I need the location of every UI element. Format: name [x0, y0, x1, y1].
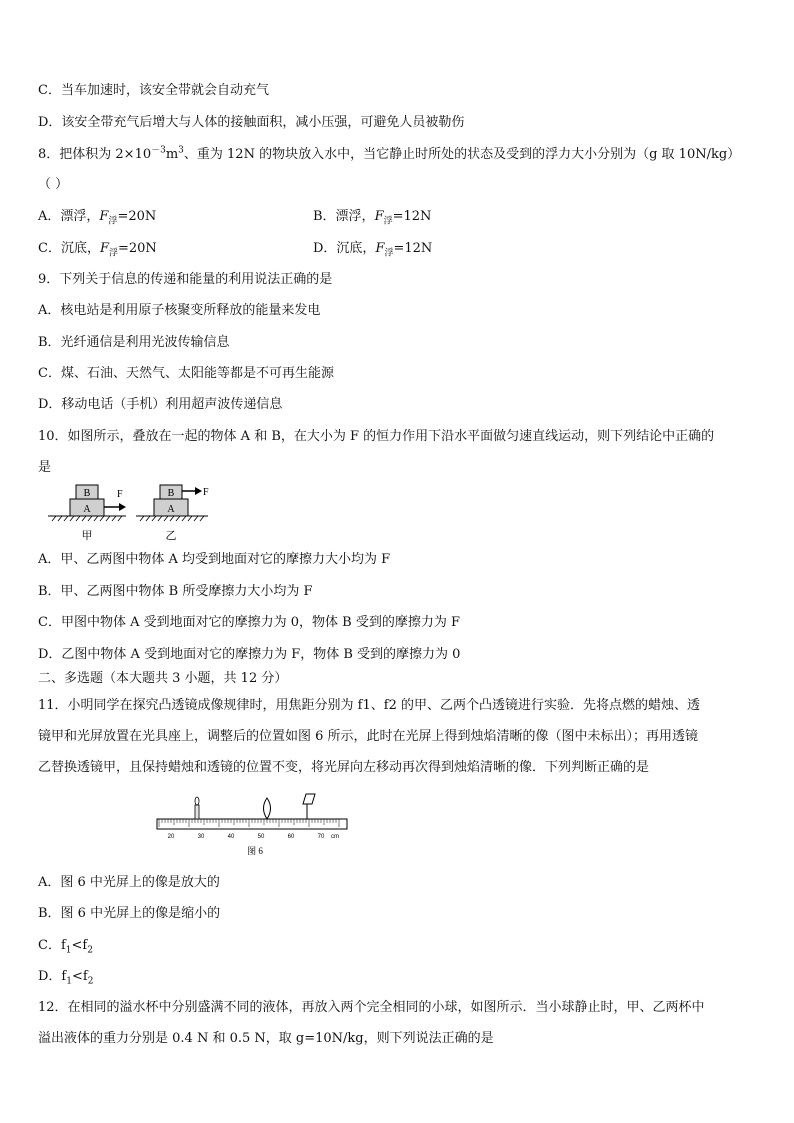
light-screen-icon: [303, 794, 315, 804]
svg-text:50: 50: [257, 834, 265, 840]
tick-labels: [168, 834, 339, 840]
q12-stem-line1: 12．在相同的溢水杯中分别盛满不同的液体，再放入两个完全相同的小球，如图所示．当小球静止时，甲、乙两杯中: [38, 1000, 705, 1015]
q11-option-a: A．图 6 中光屏上的像是放大的: [38, 875, 220, 890]
q10-option-d: D．乙图中物体 A 受到地面对它的摩擦力为 F，物体 B 受到的摩擦力为 0: [38, 647, 461, 662]
q10-option-b: B．甲、乙两图中物体 B 所受摩擦力大小均为 F: [38, 584, 313, 599]
svg-text:20: 20: [167, 834, 175, 840]
q8-option-d: D．沉底，$F_浮=12N$: [313, 241, 433, 259]
q7-option-c: C．当车加速时，该安全带就会自动充气: [38, 83, 269, 98]
svg-text:70: 70: [317, 834, 325, 840]
caption-jia: 甲: [81, 530, 93, 542]
q11-option-b: B．图 6 中光屏上的像是缩小的: [38, 906, 221, 921]
q8-answer-paren: （ ）: [38, 177, 69, 192]
q9-option-c: C．煤、石油、天然气、太阳能等都是不可再生能源: [38, 366, 334, 381]
q11-stem-line3: 乙替换透镜甲，且保持蜡烛和透镜的位置不变，将光屏向左移动再次得到烛焰清晰的像．下列判断正确的是: [38, 760, 650, 775]
block-b-yi-label: B: [167, 488, 175, 499]
block-a-jia-label: A: [83, 504, 91, 515]
q10-stem-line1: 10．如图所示，叠放在一起的物体 A 和 B，在大小为 F 的恒力作用下沿水平面做匀速直线运动，则下列结论中正确的: [38, 429, 715, 444]
q11-option-c: C．$f_1<f_2$: [38, 938, 93, 956]
block-b-jia-label: B: [83, 488, 91, 499]
q9-option-d: D．移动电话（手机）利用超声波传递信息: [38, 397, 283, 412]
force-arrowhead-yi: [195, 487, 202, 495]
q11-option-d: D．$f_1<f_2$: [38, 969, 94, 987]
caption-yi: 乙: [165, 530, 177, 542]
force-label-yi: F: [203, 487, 209, 498]
block-a-yi-label: A: [167, 504, 175, 515]
ground-hatch-yi: [140, 516, 204, 521]
svg-text:30: 30: [197, 834, 205, 840]
q11-stem-line1: 11．小明同学在探究凸透镜成像规律时，用焦距分别为 f1、f2 的甲、乙两个凸透镜进行实验．先将点燃的蜡烛、透: [38, 698, 700, 713]
q9-option-a: A．核电站是利用原子核聚变所释放的能量来发电: [38, 303, 321, 318]
q11-optical-bench-figure: [155, 792, 355, 862]
figure-caption: 图 6: [247, 846, 263, 856]
figure-yi: [136, 485, 209, 542]
q10-figure: [44, 481, 214, 543]
q8-option-a: A．漂浮，$F_浮=20N$: [38, 209, 157, 227]
q12-stem-line2: 溢出液体的重力分别是 0.4 N 和 0.5 N，取 g=10N/kg，则下列说法正确的是: [38, 1031, 494, 1046]
q11-stem-line2: 镜甲和光屏放置在光具座上，调整后的位置如图 6 所示，此时在光屏上得到烛焰清晰的像（图中未标出）；再用透镜: [38, 729, 699, 744]
svg-text:40: 40: [227, 834, 235, 840]
convex-lens-icon: [264, 798, 271, 819]
q10-stem-line2: 是: [38, 460, 52, 475]
svg-text:60: 60: [287, 834, 295, 840]
force-arrowhead-jia: [119, 503, 126, 511]
q9-option-b: B．光纤通信是利用光波传输信息: [38, 335, 230, 350]
q9-stem: 9．下列关于信息的传递和能量的利用说法正确的是: [38, 272, 333, 287]
q8-option-b: B．漂浮，$F_浮=12N$: [313, 209, 432, 227]
q7-option-d: D．该安全带充气后增大与人体的接触面积，减小压强，可避免人员被勒伤: [38, 115, 465, 130]
q10-option-a: A．甲、乙两图中物体 A 均受到地面对它的摩擦力大小均为 F: [38, 552, 391, 567]
q8-stem: 8．把体积为 $2\times 10^{-3}m^3$、重为 12N 的物块放入水中，当它静止时所处的状态及受到的浮力大小分别为（g 取 10N/kg）: [38, 145, 741, 162]
figure-jia: [48, 485, 126, 542]
ground-hatch-jia: [52, 516, 122, 521]
q8-option-c: C．沉底，$F_浮=20N$: [38, 241, 157, 259]
q10-option-c: C．甲图中物体 A 受到地面对它的摩擦力为 0，物体 B 受到的摩擦力为 F: [38, 615, 460, 630]
svg-text:cm: cm: [331, 834, 339, 840]
section-heading: 二、多选题（本大题共 3 小题，共 12 分）: [38, 671, 288, 686]
force-label-jia: F: [117, 489, 123, 500]
candle-icon: [195, 797, 199, 819]
